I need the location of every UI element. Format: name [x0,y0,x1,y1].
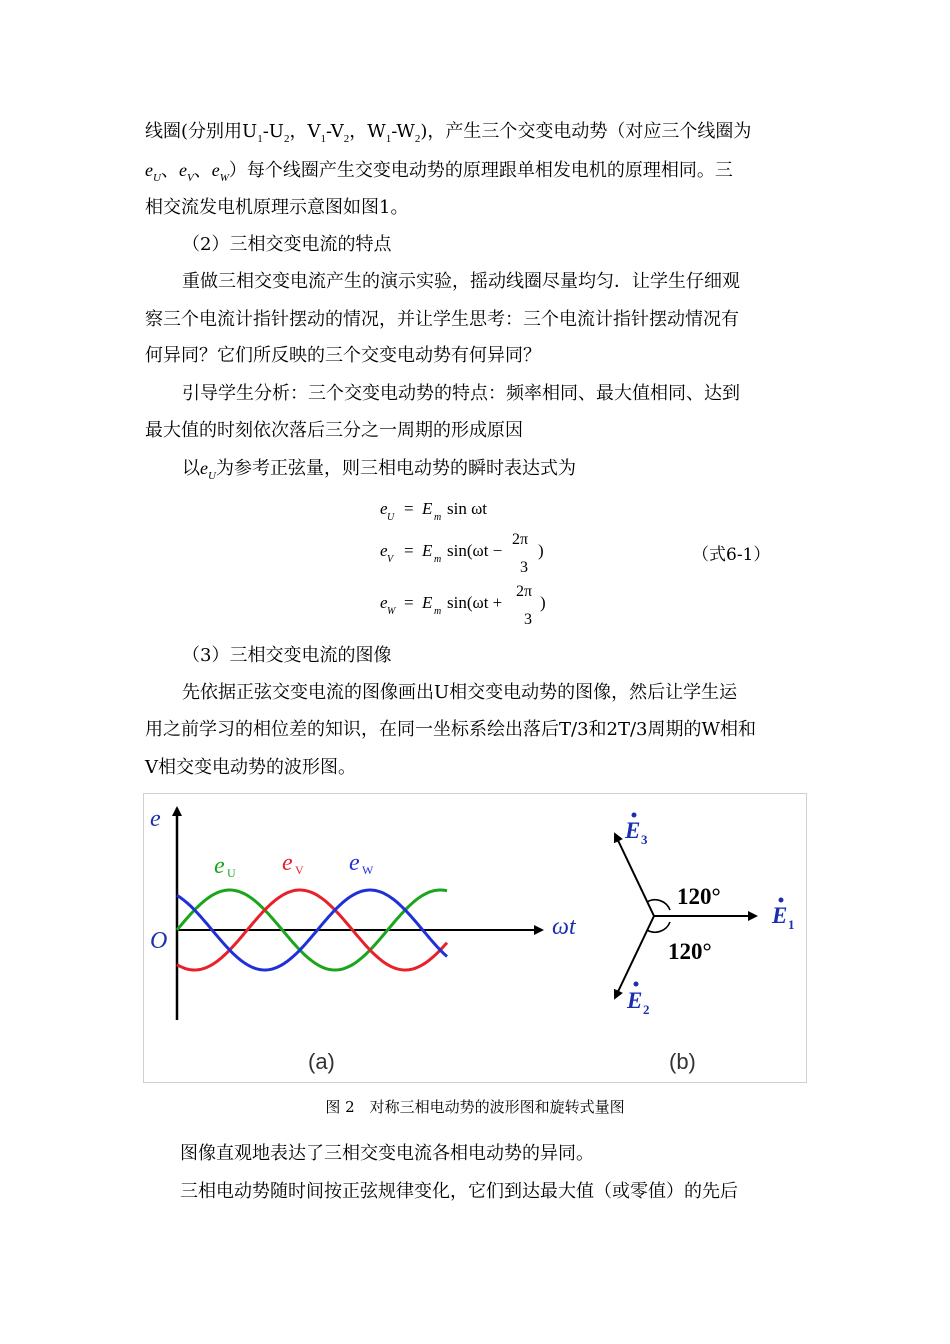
eq2-m: m [434,554,442,565]
phasor-e2-label: E [627,988,643,1013]
para5-line1: 先依据正弦交变电流的图像画出U相交变电动势的图像，然后让学生运 [182,682,738,703]
eq3-den: 3 [524,611,532,628]
eq2-den: 3 [520,559,528,576]
para3-line1: 引导学生分析：三个交变电动势的特点：频率相同、最大值相同、达到 [182,383,740,404]
label-ev: e [282,850,293,876]
eq2-eq: = [404,541,414,560]
para2-line1: 重做三相交变电流产生的演示实验，摇动线圈尽量均匀．让学生仔细观 [182,271,740,292]
eq1-rhs: sin ωt [447,499,488,518]
eq2-num: 2π [512,531,529,548]
subfigure-b-label: (b) [669,1049,696,1074]
phasor-e3-dot [632,813,637,818]
para5-line2: 用之前学习的相位差的知识，在同一坐标系绘出落后T/3和2T/3周期的W相和 [145,719,756,740]
phasor-e1-sub: 1 [788,917,795,932]
para2-line2: 察三个电流计指针摆动的情况，并让学生思考：三个电流计指针摆动情况有 [145,309,739,330]
para2-line3: 何异同？它们所反映的三个交变电动势有何异同？ [145,345,541,366]
equation-number: （式6-1） [692,545,771,565]
eq2-e: e [380,541,388,560]
equation-block [370,492,570,628]
eq2-close: ) [538,541,544,560]
eq1-E: E [422,499,433,518]
eq2-rhs: sin(ωt − [447,541,503,560]
para4-line1: 以$e_U$为参考正弦量，则三相电动势的瞬时表达式为 [182,458,576,482]
para3-line2: 最大值的时刻依次落后三分之一周期的形成原因 [145,420,523,441]
label-eu: e [214,853,225,879]
phasor-e3-label: E [625,818,641,843]
section-heading-2: （2）三相交变电流的特点 [182,234,392,255]
eq3-eq: = [404,593,414,612]
eq3-m: m [434,606,442,617]
para1-line2: $e_U$、$e_V$、$e_W$）每个线圈产生交变电动势的原理跟单相发电机的原理相同。三 [145,160,733,184]
eq1-m: m [434,512,442,523]
para6-line1: 图像直观地表达了三相交变电流各相电动势的异同。 [180,1143,594,1164]
figure-svg [144,794,806,1082]
eq1-sub: U [387,512,395,523]
label-ew-sub: W [362,863,374,877]
eq3-sub: W [387,606,396,617]
para1-line1: 线圈(分别用$U_1-U_2$，$V_1-V_2$，$W_1-W_2$)，产生三个交变电动势（对应三个线圈为 [145,121,752,145]
axis-y-label: e [150,806,161,832]
para5-line3: V相交变电动势的波形图。 [145,757,356,778]
para1-line3: 相交流发电机原理示意图如图1。 [145,197,409,218]
eq3-num: 2π [516,583,533,600]
angle-label-2: 120° [668,939,712,964]
label-ew: e [349,850,360,876]
eq2-sub: V [387,554,394,565]
phasor-e1-dot [779,898,784,903]
eq2-E: E [422,541,433,560]
label-eu-sub: U [227,866,236,880]
para7-line1: 三相电动势随时间按正弦规律变化，它们到达最大值（或零值）的先后 [180,1181,738,1202]
phasor-e3-sub: 3 [641,832,648,847]
phasor-e2-sub: 2 [643,1002,650,1017]
phasor-e3 [615,834,654,916]
axis-x-label: ωt [552,914,576,940]
phasor-e1-label: E [772,903,788,928]
eq3-close: ) [540,593,546,612]
label-ev-sub: V [295,863,304,877]
origin-label: O [150,928,168,954]
section-heading-3: （3）三相交变电流的图像 [182,645,392,666]
eq1-e: e [380,499,388,518]
eq3-rhs: sin(ωt + [447,593,503,612]
eq3-e: e [380,593,388,612]
phasor-e2-dot [634,982,639,987]
figure-box [143,793,807,1083]
angle-label-1: 120° [677,884,721,909]
figure-caption: 图 2 对称三相电动势的波形图和旋转式量图 [325,1098,625,1116]
eq3-E: E [422,593,433,612]
eq1-eq: = [404,499,414,518]
subfigure-a-label: (a) [308,1049,335,1074]
